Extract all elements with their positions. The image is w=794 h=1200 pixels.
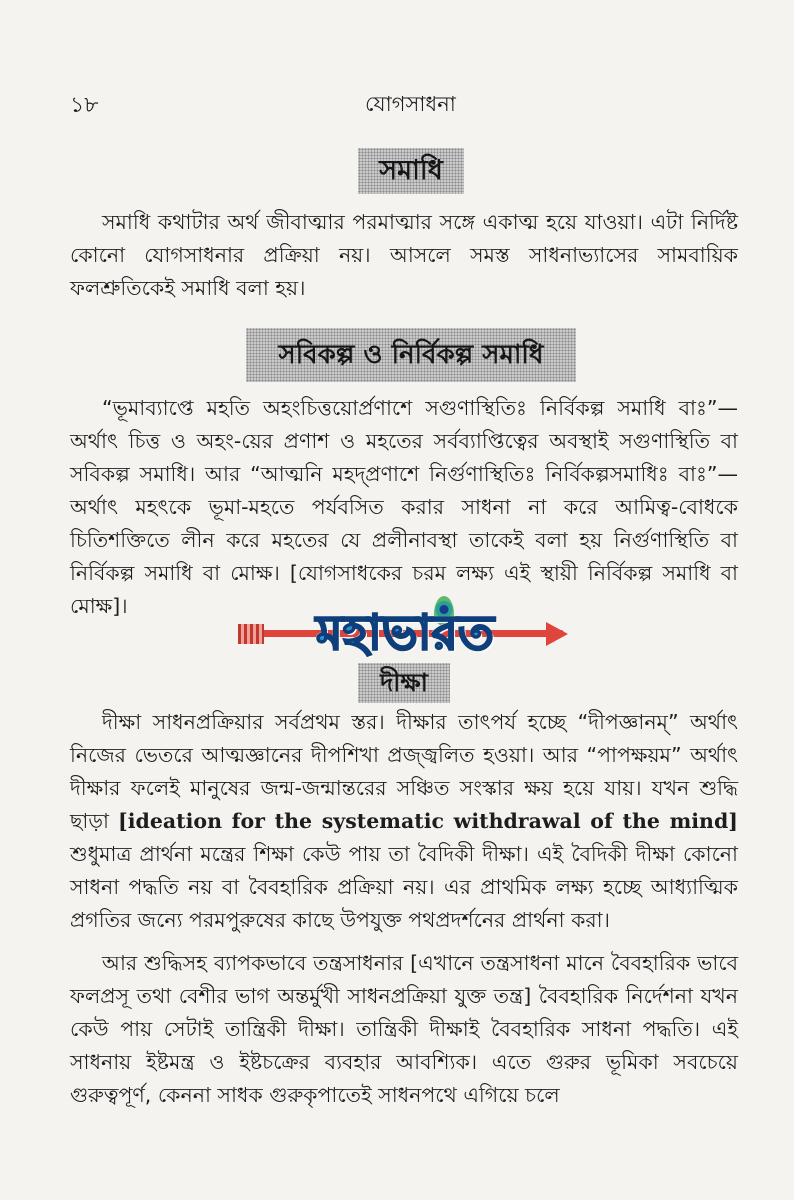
arrow-fletching-icon: [238, 624, 264, 644]
section-heading-savikalpa-nirvikalpa: সবিকল্প ও নির্বিকল্প সমাধি: [246, 328, 576, 382]
paragraph: [70, 706, 738, 937]
paragraph: সমাধি কথাটার অর্থ জীবাত্মার পরমাত্মার সঙ্গে একাত্ম হয়ে যাওয়া। এটা নির্দিষ্ট কোনো যোগসাধনার প্রক্রিয়া নয়। আসলে সমস্ত সাধনাভ্যাসের সামবায়িক ফলশ্রুতিকেই সমাধি বলা হয়।: [70, 210, 738, 300]
paragraph-text: দীক্ষা সাধনপ্রক্রিয়ার সর্বপ্রথম স্তর। দীক্ষার তাৎপর্য হচ্ছে “দীপজ্ঞানম্” অর্থাৎ নিজের ভেতরে আত্মজ্ঞানের দীপশিখা প্রজ্জ্বলিত হওয়া। আর “পাপক্ষয়ম” অর্থাৎ দীক্ষার ফলেই মানুষের জন্ম-জন্মান্তরের সঞ্চিত সংস্কার ক্ষয় হয়ে যায়। যখন শুদ্ধি ছাড়া: [70, 710, 738, 833]
page-number: ১৮: [70, 93, 99, 118]
section-heading-samadhi: সমাধি: [358, 148, 464, 194]
section-body-samadhi: [70, 206, 738, 305]
section-body-savikalpa-nirvikalpa: [70, 392, 738, 623]
arrow-head-icon: [546, 622, 568, 646]
watermark-logo: [238, 596, 568, 672]
watermark-text: মহাভারত: [316, 605, 494, 661]
english-phrase: [ideation for the systematic withdrawal of the mind]: [118, 809, 738, 833]
section-heading-diksha: দীক্ষা: [358, 663, 450, 703]
paragraph: “ভূমাব্যাপ্তে মহতি অহংচিত্তয়োর্প্রণাশে সগুণাস্থিতিঃ নির্বিকল্প সমাধি বাঃ”— অর্থাৎ চিত্ত ও অহং-য়ের প্রণাশ ও মহতের সর্বব্যাপ্তিত্বের অবস্থাই সগুণাস্থিতি বা সবিকল্প সমাধি। আর “আত্মনি মহদ্‌প্রণাশে নির্গুণাস্থিতিঃ নির্বিকল্পসমাধিঃ বাঃ”—অর্থাৎ মহৎকে ভূমা-মহতে পর্যবসিত করার সাধনা না করে আমিত্ব-বোধকে চিতিশক্তিতে লীন করে মহতের যে প্রলীনাবস্থা তাকেই বলা হয় নির্গুণাস্থিতি বা নির্বিকল্প সমাধি বা মোক্ষ। [যোগসাধকের চরম লক্ষ্য এই স্থায়ী নির্বিকল্প সমাধি বা মোক্ষ]।: [70, 396, 738, 618]
paragraph: আর শুদ্ধিসহ ব্যাপকভাবে তন্ত্রসাধনার [এখানে তন্ত্রসাধনা মানে বৈবহারিক ভাবে ফলপ্রসূ তথা বেশীর ভাগ অন্তর্মুখী সাধনপ্রক্রিয়া যুক্ত তন্ত্র] বৈবহারিক নির্দেশনা যখন কেউ পায় সেটাই তান্ত্রিকী দীক্ষা। তান্ত্রিকী দীক্ষাই বৈবহারিক সাধনা পদ্ধতি। এই সাধনায় ইষ্টমন্ত্র ও ইষ্টচক্রের ব্যবহার আবশ্যিক। এতে গুরুর ভূমিকা সবচেয়ে গুরুত্বপূর্ণ, কেননা সাধক গুরুকৃপাতেই সাধনপথে এগিয়ে চলে: [70, 951, 738, 1107]
section-body-diksha: [70, 706, 738, 1112]
paragraph-text: শুধুমাত্র প্রার্থনা মন্ত্রের শিক্ষা কেউ পায় তা বৈদিকী দীক্ষা। এই বৈদিকী দীক্ষা কোনো সাধনা পদ্ধতি নয় বা বৈবহারিক প্রক্রিয়া নয়। এর প্রাথমিক লক্ষ্য হচ্ছে আধ্যাত্মিক প্রগতির জন্যে পরমপুরুষের কাছে উপযুক্ত পথপ্রদর্শনের প্রার্থনা করা।: [70, 842, 738, 932]
running-head: যোগসাধনা: [365, 92, 456, 116]
